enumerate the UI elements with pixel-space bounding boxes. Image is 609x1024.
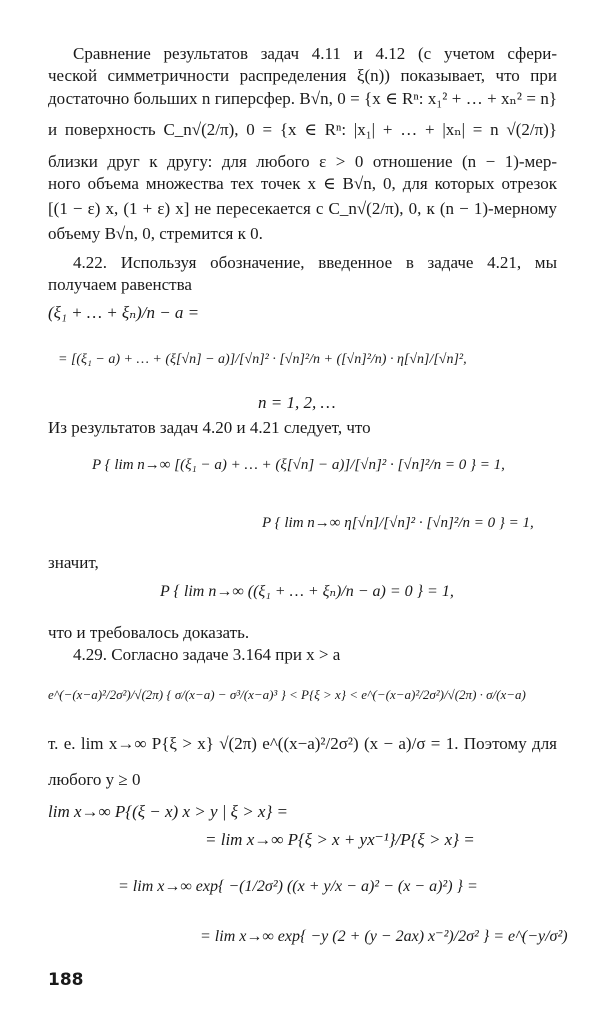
- text-line: [(1 − ε) x, (1 + ε) x] не пересекается с C_n√(2/π), 0, к (n − 1)-мерному: [48, 199, 557, 218]
- page-number: 188: [48, 970, 84, 990]
- text-line: достаточно больших n гиперсфер. B√n, 0 = {x ∈ Rⁿ: x₁² + … + xₙ² = n}: [48, 89, 557, 108]
- formula-line: = lim x→∞ exp{ −(1/2σ²) ((x + y/x − a)² − (x − a)²) } =: [118, 878, 478, 895]
- formula-line: P { lim n→∞ [(ξ₁ − a) + … + (ξ[√n] − a)]/[√n]² · [√n]²/n = 0 } = 1,: [92, 457, 505, 473]
- text-line: и поверхность C_n√(2/π), 0 = {x ∈ Rⁿ: |x₁| + … + |xₙ| = n √(2/π)}: [48, 120, 557, 139]
- text-line: ного объема множества тех точек x ∈ B√n, 0, для которых отрезок: [48, 174, 557, 193]
- text-line: Из результатов задач 4.20 и 4.21 следует, что: [48, 418, 371, 437]
- formula-line: P { lim n→∞ ((ξ₁ + … + ξₙ)/n − a) = 0 } = 1,: [160, 583, 454, 600]
- text-line: ческой симметричности распределения ξ(n)) показывает, что при: [48, 66, 557, 85]
- text-line: получаем равенства: [48, 275, 192, 294]
- formula-line: n = 1, 2, …: [258, 393, 336, 412]
- text-line: что и требовалось доказать.: [48, 623, 250, 642]
- text-line: любого y ≥ 0: [48, 770, 141, 789]
- problem-heading-line: 4.29. Согласно задаче 3.164 при x > a: [73, 645, 341, 664]
- text-line: объему B√n, 0, стремится к 0.: [48, 224, 263, 243]
- problem-heading-line: 4.22. Используя обозначение, введенное в задаче 4.21, мы: [73, 253, 557, 272]
- text-line: Сравнение результатов задач 4.11 и 4.12 (с учетом сфери-: [73, 44, 557, 63]
- formula-line: = lim x→∞ P{ξ > x + yx⁻¹}/P{ξ > x} =: [205, 830, 475, 849]
- formula-line: P { lim n→∞ η[√n]/[√n]² · [√n]²/n = 0 } = 1,: [262, 515, 534, 531]
- formula-line: (ξ₁ + … + ξₙ)/n − a =: [48, 303, 200, 322]
- formula-line: = [(ξ₁ − a) + … + (ξ[√n] − a)]/[√n]² · [√n]²/n + ([√n]²/n) · η[√n]/[√n]²,: [58, 352, 467, 367]
- text-line: т. е. lim x→∞ P{ξ > x} √(2π) e^((x−a)²/2σ²) (x − a)/σ = 1. Поэтому для: [48, 734, 557, 753]
- formula-line: lim x→∞ P{(ξ − x) x > y | ξ > x} =: [48, 802, 288, 821]
- formula-line: = lim x→∞ exp{ −y (2 + (y − 2ax) x⁻²)/2σ² } = e^(−y/σ²): [200, 928, 568, 945]
- formula-line: e^(−(x−a)²/2σ²)/√(2π) { σ/(x−a) − σ³/(x−a)³ } < P{ξ > x} < e^(−(x−a)²/2σ²)/√(2π) · σ/(x−a): [48, 687, 526, 702]
- text-line: значит,: [48, 553, 99, 572]
- text-line: близки друг к другу: для любого ε > 0 отношение (n − 1)-мер-: [48, 152, 557, 171]
